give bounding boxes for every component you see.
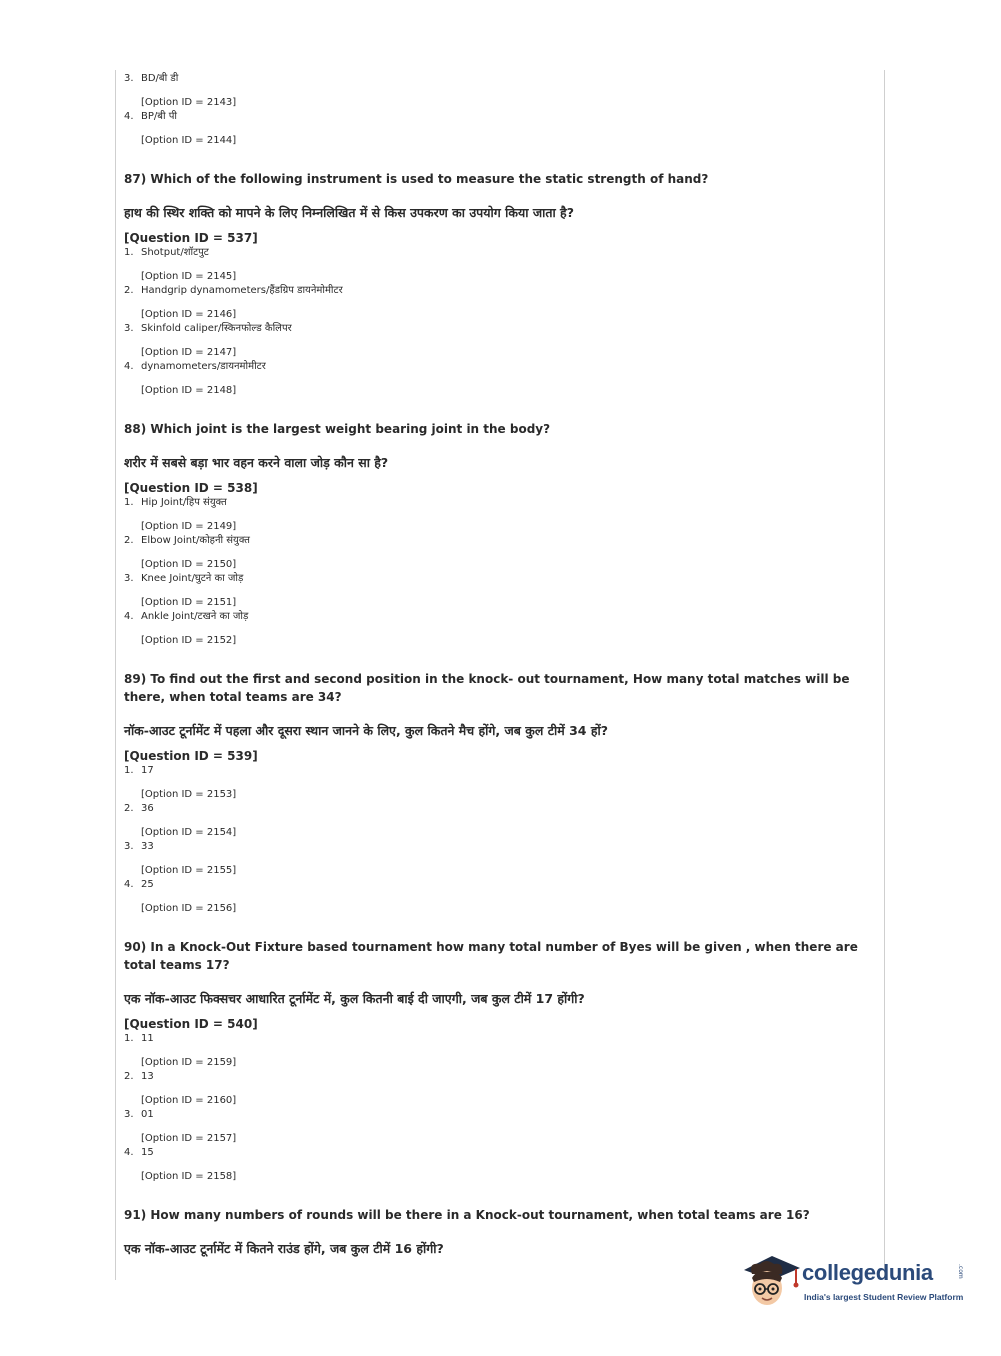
question-90 [124, 938, 864, 1184]
option-id: [Option ID = 2145] [141, 271, 237, 282]
option-row: 3. 33 [124, 841, 154, 852]
option-id: [Option ID = 2151] [141, 597, 237, 608]
option-text: BD/बी डी [141, 73, 179, 84]
question-87 [124, 170, 864, 398]
option-text: Shotput/शॉटपुट [141, 247, 209, 258]
option-id: [Option ID = 2160] [141, 1095, 237, 1106]
option-id: [Option ID = 2144] [141, 135, 237, 146]
option-text: 11 [141, 1033, 154, 1044]
previous-question-options [124, 72, 864, 148]
option-row: 2. Handgrip dynamometers/हैंडग्रिप डायनेमोमीटर [124, 285, 343, 296]
option-id: [Option ID = 2152] [141, 635, 237, 646]
option-text: 01 [141, 1109, 154, 1120]
question-id: [Question ID = 537] [124, 231, 258, 245]
option-row: 3. Knee Joint/घुटने का जोड़ [124, 573, 244, 584]
option-text: Handgrip dynamometers/हैंडग्रिप डायनेमोमीटर [141, 285, 343, 296]
question-id: [Question ID = 540] [124, 1017, 258, 1031]
option-text: BP/बी पी [141, 111, 178, 122]
brand-name: collegedunia [802, 1260, 933, 1285]
option-id: [Option ID = 2143] [141, 97, 237, 108]
brand-domain-suffix: .com [957, 1264, 964, 1279]
question-text: 91) How many numbers of rounds will be there in a Knock-out tournament, when total teams are 16? [124, 1208, 810, 1222]
question-88 [124, 420, 864, 648]
option-row: 2. 13 [124, 1071, 154, 1082]
question-89 [124, 670, 864, 916]
option-text: Hip Joint/हिप संयुक्त [141, 497, 227, 508]
question-text: 88) Which joint is the largest weight bearing joint in the body? [124, 422, 551, 436]
brand-tagline: India's largest Student Review Platform [804, 1292, 964, 1302]
question-id: [Question ID = 538] [124, 481, 258, 495]
option-text: Knee Joint/घुटने का जोड़ [141, 573, 244, 584]
option-row: 2. 36 [124, 803, 154, 814]
option-id: [Option ID = 2153] [141, 789, 237, 800]
question-text: 87) Which of the following instrument is used to measure the static strength of hand? [124, 172, 709, 186]
option-id: [Option ID = 2157] [141, 1133, 237, 1144]
option-text: dynamometers/डायनमोमीटर [141, 361, 266, 372]
option-id: [Option ID = 2155] [141, 865, 237, 876]
question-text-hindi: एक नॉक-आउट टूर्नामेंट में कितने राउंड होंगे, जब कुल टीमें 16 होंगी? [124, 1241, 444, 1256]
option-row: 1. 11 [124, 1033, 154, 1044]
option-id: [Option ID = 2146] [141, 309, 237, 320]
page-border-right [884, 70, 885, 1280]
option-text: 13 [141, 1071, 154, 1082]
option-row: 1. 17 [124, 765, 154, 776]
option-text: 15 [141, 1147, 154, 1158]
option-text: Elbow Joint/कोहनी संयुक्त [141, 535, 250, 546]
option-text: 25 [141, 879, 154, 890]
option-text: 33 [141, 841, 154, 852]
page-border-left [115, 70, 116, 1280]
option-text: 36 [141, 803, 154, 814]
question-text: 89) To find out the first and second position in the knock- out tournament, How many total matches will be there, when total teams are 34? [124, 672, 850, 704]
option-id: [Option ID = 2159] [141, 1057, 237, 1068]
option-row: 4. dynamometers/डायनमोमीटर [124, 361, 266, 372]
question-text-hindi: हाथ की स्थिर शक्ति को मापने के लिए निम्नलिखित में से किस उपकरण का उपयोग किया जाता है? [124, 205, 574, 220]
option-id: [Option ID = 2158] [141, 1171, 237, 1182]
option-text: 17 [141, 765, 154, 776]
document-content [124, 72, 864, 1258]
option-id: [Option ID = 2154] [141, 827, 237, 838]
option-row: 3. BD/बी डी [124, 73, 179, 84]
option-id: [Option ID = 2148] [141, 385, 237, 396]
option-text: Skinfold caliper/स्किनफोल्ड कैलिपर [141, 323, 292, 334]
option-row: 3. Skinfold caliper/स्किनफोल्ड कैलिपर [124, 323, 292, 334]
option-id: [Option ID = 2149] [141, 521, 237, 532]
option-row: 2. Elbow Joint/कोहनी संयुक्त [124, 535, 250, 546]
option-id: [Option ID = 2147] [141, 347, 237, 358]
option-row: 4. BP/बी पी [124, 111, 178, 122]
option-id: [Option ID = 2150] [141, 559, 237, 570]
question-text-hindi: एक नॉक-आउट फिक्सचर आधारित टूर्नामेंट में, कुल कितनी बाई दी जाएगी, जब कुल टीमें 17 होंगी? [124, 991, 585, 1006]
option-text: Ankle Joint/टखने का जोड़ [141, 611, 249, 622]
option-row: 4. Ankle Joint/टखने का जोड़ [124, 611, 249, 622]
option-id: [Option ID = 2156] [141, 903, 237, 914]
option-row: 4. 15 [124, 1147, 154, 1158]
option-row: 1. Hip Joint/हिप संयुक्त [124, 497, 227, 508]
option-row: 3. 01 [124, 1109, 154, 1120]
question-text-hindi: नॉक-आउट टूर्नामेंट में पहला और दूसरा स्थान जानने के लिए, कुल कितने मैच होंगे, जब कुल टीमें 34 हों? [124, 723, 608, 738]
option-row: 1. Shotput/शॉटपुट [124, 247, 209, 258]
collegedunia-logo[interactable] [740, 1248, 970, 1318]
student-mascot-icon [740, 1248, 802, 1310]
option-row: 4. 25 [124, 879, 154, 890]
question-id: [Question ID = 539] [124, 749, 258, 763]
question-text: 90) In a Knock-Out Fixture based tournament how many total number of Byes will be given , when there are total teams 17? [124, 940, 858, 972]
question-text-hindi: शरीर में सबसे बड़ा भार वहन करने वाला जोड़ कौन सा है? [124, 455, 389, 470]
